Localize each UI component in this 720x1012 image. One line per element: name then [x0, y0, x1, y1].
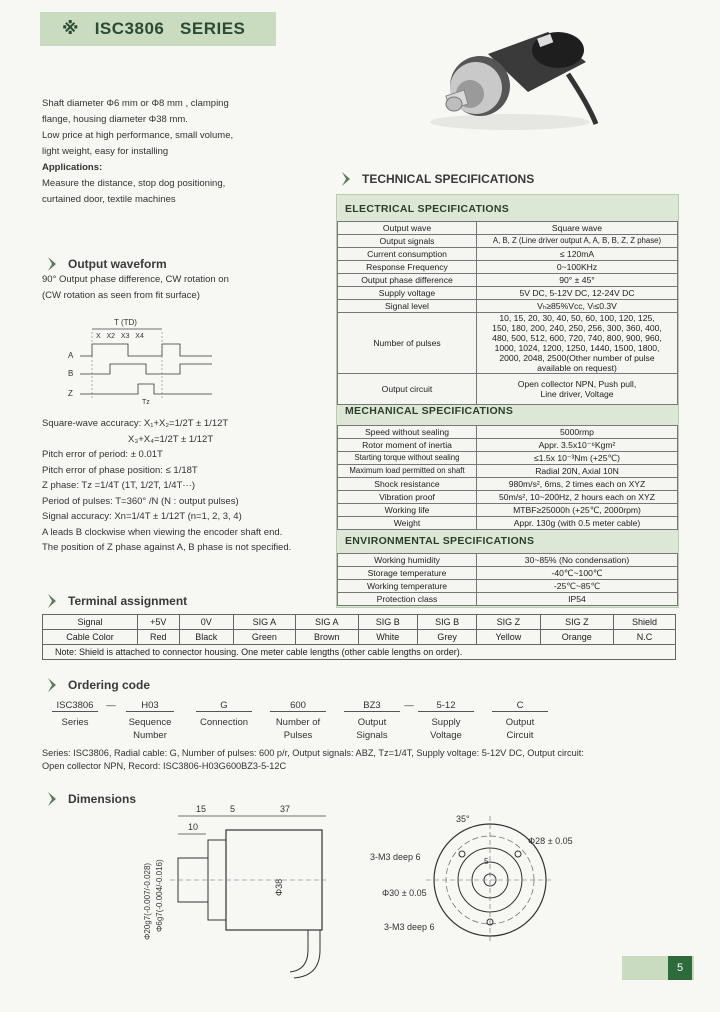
- order-code: H03: [141, 700, 159, 711]
- order-code: 600: [290, 700, 306, 711]
- svg-text:Φ30 ± 0.05: Φ30 ± 0.05: [382, 888, 427, 898]
- table-row: Output phase difference 90° ± 45°: [338, 274, 678, 287]
- circuit-label: Output circuit: [338, 374, 477, 405]
- svg-text:37: 37: [280, 804, 291, 814]
- chevron-right-icon: [44, 676, 62, 694]
- intro-line: flange, housing diameter Φ38 mm.: [42, 114, 188, 125]
- waveform-note: Z phase: Tz =1/4T (1T, 1/2T, 1/4T···): [42, 480, 196, 491]
- waveform-desc: (CW rotation as seen from fit surface): [42, 290, 200, 301]
- svg-text:10: 10: [188, 822, 199, 832]
- table-row: Shock resistance 980m/s², 6ms, 2 times each on XYZ: [338, 478, 678, 491]
- ordering-example: Series: ISC3806, Radial cable: G, Number of pulses: 600 p/r, Output signals: ABZ, Tz=1/4T, Supply voltage: 5-12V DC, Output circuit:: [42, 748, 584, 758]
- table-row: Working life MTBF≥25000h (+25℃, 2000rpm): [338, 504, 678, 517]
- table-row: Vibration proof 50m/s², 10~200Hz, 2 hours each on XYZ: [338, 491, 678, 504]
- table-row: Output signals A, B, Z (Line driver output A, A, B, B, Z, Z phase): [338, 235, 678, 248]
- table-row: Output circuit Open collector NPN, Push pull, Line driver, Voltage: [338, 374, 678, 405]
- intro-line: Low price at high performance, small volume,: [42, 130, 234, 141]
- svg-text:35°: 35°: [456, 814, 470, 824]
- waveform-note: Pitch error of period: ± 0.01T: [42, 449, 163, 460]
- environmental-table: [337, 553, 678, 606]
- svg-text:5: 5: [484, 857, 489, 866]
- order-code: BZ3: [363, 700, 381, 711]
- table-row: Cable Color Red Black Green Brown White Grey Yellow Orange N.C: [43, 630, 676, 645]
- series-name: ISC3806 SERIES: [94, 19, 246, 38]
- table-row: Signal +5V 0V SIG A SIG A SIG B SIG B SIG Z SIG Z Shield: [43, 615, 676, 630]
- front-view-drawing: [370, 808, 590, 958]
- applications-title: Applications:: [42, 162, 103, 173]
- tz-label: Tz: [142, 399, 150, 406]
- svg-text:Φ6g7(-0.004/-0.016): Φ6g7(-0.004/-0.016): [155, 859, 164, 932]
- encoder-photo: [418, 14, 598, 134]
- order-label: Connection: [199, 717, 249, 728]
- svg-text:15: 15: [196, 804, 207, 814]
- svg-text:5: 5: [230, 804, 236, 814]
- waveform-note: Pitch error of phase position: ≤ 1/18T: [42, 464, 198, 476]
- table-row: [43, 645, 676, 660]
- order-label: Series: [61, 717, 89, 728]
- spec-panel: [336, 194, 679, 608]
- order-dash: —: [404, 700, 414, 711]
- waveform-note: Square-wave accuracy: X₁+X₂=1/2T ± 1/12T: [42, 418, 229, 429]
- svg-text:Φ38: Φ38: [274, 878, 284, 896]
- table-row: Protection class IP54: [338, 593, 678, 606]
- chevron-right-icon: [44, 255, 62, 273]
- ordering-example: Open collector NPN, Record: ISC3806-H03G600BZ3-5-12C: [42, 761, 287, 771]
- tech-heading: TECHNICAL SPECIFICATIONS: [338, 170, 534, 188]
- order-label: Supply Voltage: [430, 717, 462, 741]
- channel-a-label: A: [68, 351, 74, 360]
- table-row: Working humidity 30~85% (No condensation): [338, 554, 678, 567]
- waveform-note: X₃+X₄=1/2T ± 1/12T: [128, 433, 214, 445]
- mechanical-table: [337, 425, 678, 530]
- electrical-table: [337, 221, 678, 405]
- environmental-heading: ENVIRONMENTAL SPECIFICATIONS: [345, 535, 535, 547]
- waveform-diagram: [62, 314, 242, 410]
- table-row: Signal level Vₕ≥85%Vcc, Vₗ≤0.3V: [338, 300, 678, 313]
- terminal-heading: Terminal assignment: [44, 592, 187, 610]
- order-dash: —: [106, 700, 116, 711]
- series-title: [62, 19, 245, 39]
- side-view-drawing: [130, 800, 330, 980]
- chevron-right-icon: [44, 592, 62, 610]
- x-labels: X X2 X3 X4: [96, 333, 144, 340]
- channel-z-label: Z: [68, 389, 73, 398]
- svg-text:Φ20g7(-0.007/-0.028): Φ20g7(-0.007/-0.028): [143, 862, 152, 940]
- ordering-heading: Ordering code: [44, 676, 150, 694]
- order-code: ISC3806: [56, 700, 94, 711]
- intro-line: light weight, easy for installing: [42, 146, 169, 157]
- applications-line: curtained door, textile machines: [42, 194, 176, 205]
- table-row: Response Frequency 0~100KHz: [338, 261, 678, 274]
- table-row: Supply voltage 5V DC, 5-12V DC, 12-24V DC: [338, 287, 678, 300]
- table-row: Storage temperature -40℃~100℃: [338, 567, 678, 580]
- pulses-label: Number of pulses: [338, 313, 477, 374]
- svg-text:3-M3 deep 6: 3-M3 deep 6: [370, 852, 421, 862]
- period-label: T (TD): [114, 318, 137, 327]
- order-label: Number of Pulses: [275, 717, 321, 741]
- table-row: Maximum load permitted on shaft Radial 20N, Axial 10N: [338, 465, 678, 478]
- waveform-note: Period of pulses: T=360° /N (N : output pulses): [42, 495, 239, 507]
- applications-line: Measure the distance, stop dog positioning,: [42, 178, 226, 189]
- order-code: C: [516, 700, 524, 711]
- reference-symbol: ※: [62, 19, 80, 38]
- intro-line: Shaft diameter Φ6 mm or Φ8 mm , clamping: [42, 98, 229, 109]
- waveform-note: Signal accuracy: Xn=1/4T ± 1/12T (n=1, 2, 3, 4): [42, 511, 242, 522]
- table-row: Number of pulses 10, 15, 20, 30, 40, 50, 60, 100, 120, 125, 150, 180, 200, 240, 250, 256, 300, 360, 400, 480, 500, 512, 600, 720, 740, 800, 900, 960, 1000, 1024, 1200, 1250, 1440, 1500, 1800, 2000, 2048, 2500(Other number of pulse available on request): [338, 313, 678, 374]
- table-row: Weight Appr. 130g (with 0.5 meter cable): [338, 517, 678, 530]
- table-row: Speed without sealing 5000rmp: [338, 426, 678, 439]
- order-label: Output Signals: [356, 717, 388, 741]
- channel-b-label: B: [68, 369, 74, 378]
- table-row: Working temperature -25℃~85℃: [338, 580, 678, 593]
- table-row: Starting torque without sealing ≤1.5x 10⁻³Nm (+25℃): [338, 452, 678, 465]
- waveform-desc: 90° Output phase difference, CW rotation on: [42, 274, 229, 285]
- page-number: 5: [668, 956, 692, 980]
- order-code: 5-12: [436, 700, 456, 711]
- order-label: Output Circuit: [505, 717, 535, 741]
- mechanical-heading: MECHANICAL SPECIFICATIONS: [345, 405, 514, 417]
- svg-text:3-M3 deep 6: 3-M3 deep 6: [384, 922, 435, 932]
- table-row: Output wave Square wave: [338, 222, 678, 235]
- table-row: Rotor moment of inertia Appr. 3.5x10⁻⁶Kgm²: [338, 439, 678, 452]
- chevron-right-icon: [44, 790, 62, 808]
- waveform-heading: Output waveform: [44, 255, 167, 273]
- svg-text:Φ28 ± 0.05: Φ28 ± 0.05: [528, 836, 573, 846]
- waveform-note: A leads B clockwise when viewing the encoder shaft end.: [42, 526, 283, 538]
- order-label: Sequence Number: [128, 717, 172, 741]
- terminal-table: [42, 614, 676, 660]
- table-row: Current consumption ≤ 120mA: [338, 248, 678, 261]
- chevron-right-icon: [338, 170, 356, 188]
- order-code: G: [220, 700, 228, 711]
- terminal-note: Note: Shield is attached to connector housing. One meter cable lengths (other cable lengths on order).: [43, 645, 676, 660]
- waveform-note: The position of Z phase against A, B phase is not specified.: [42, 542, 292, 553]
- dimensions-heading: Dimensions: [44, 790, 136, 808]
- electrical-heading: ELECTRICAL SPECIFICATIONS: [345, 203, 510, 215]
